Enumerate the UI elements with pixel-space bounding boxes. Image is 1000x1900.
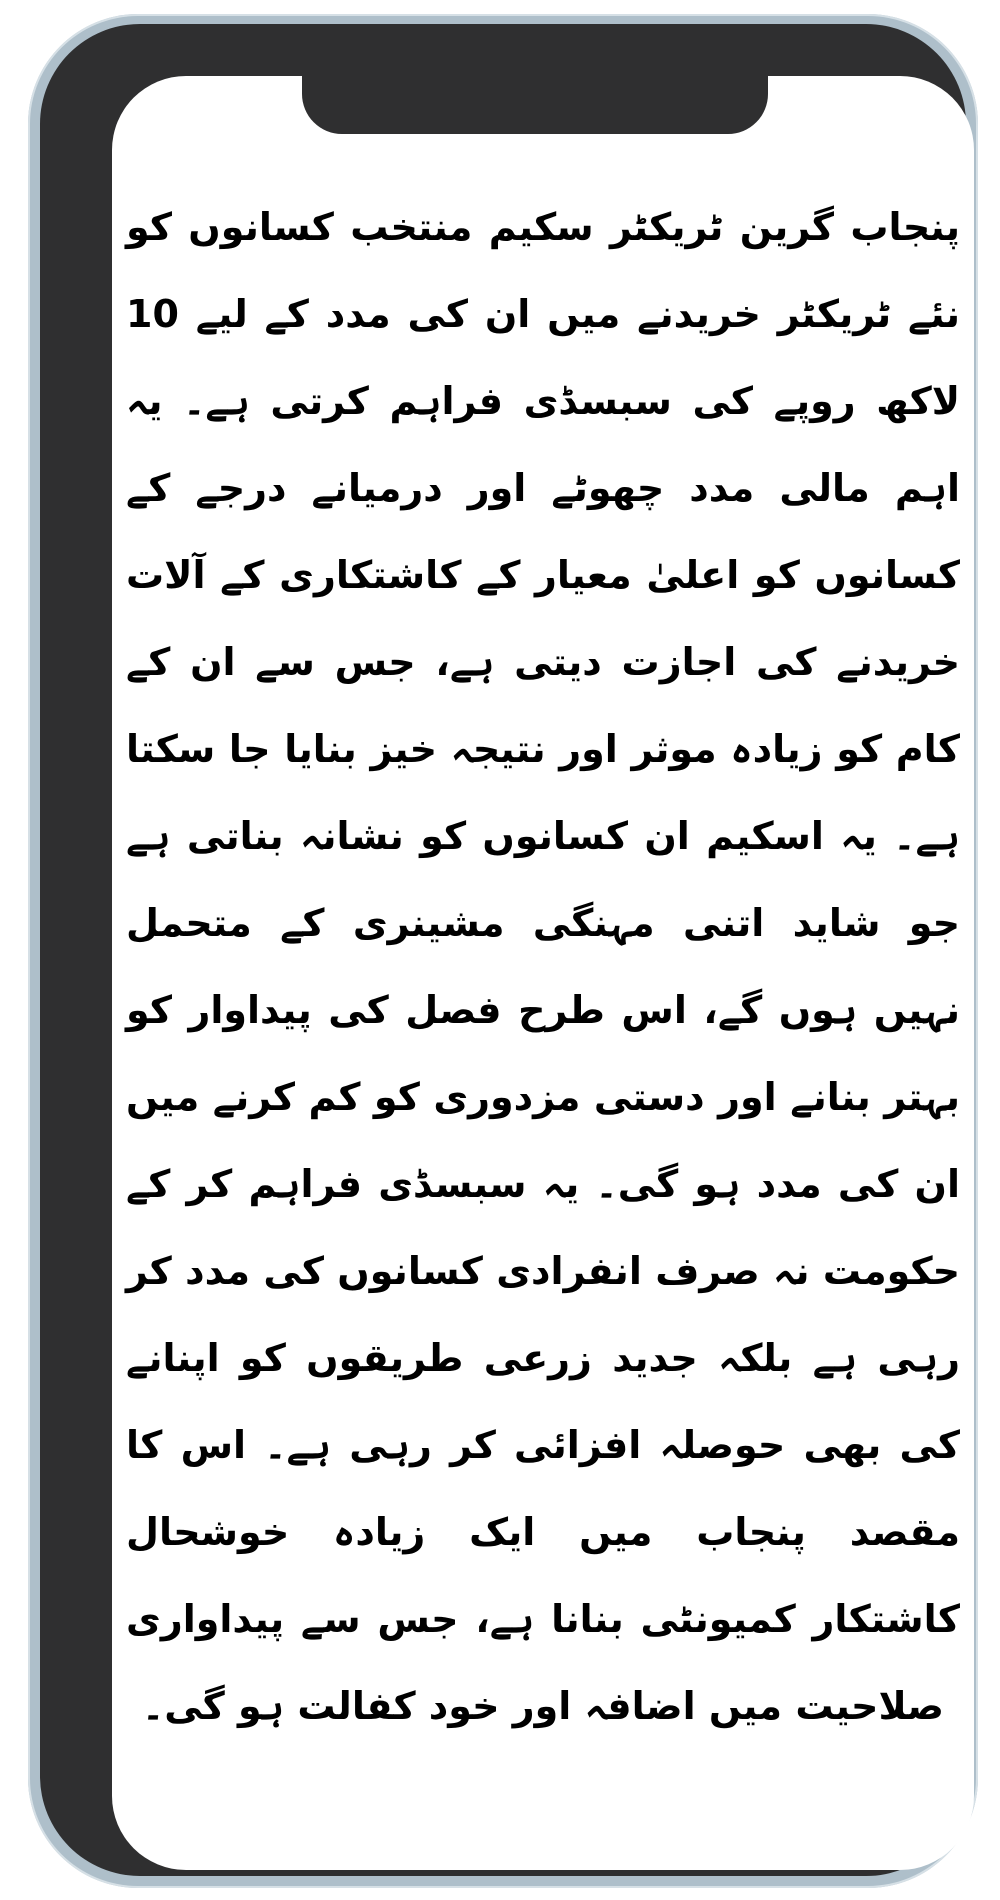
- phone-screen: [112, 76, 974, 1870]
- phone-notch: [302, 50, 768, 134]
- article-text: پنجاب گرین ٹریکٹر سکیم منتخب کسانوں کو نئے ٹریکٹر خریدنے میں ان کی مدد کے لیے 10 لاکھ روپے کی سبسڈی فراہم کرتی ہے۔ یہ اہم مالی مدد چھوٹے اور درمیانے درجے کے کسانوں کو اعلیٰ معیار کے کاشتکاری کے آلات خریدنے کی اجازت دیتی ہے، جس سے ان کے کام کو زیادہ موثر اور نتیجہ خیز بنایا جا سکتا ہے۔ یہ اسکیم ان کسانوں کو نشانہ بناتی ہے جو شاید اتنی مہنگی مشینری کے متحمل نہیں ہوں گے، اس طرح فصل کی پیداوار کو بہتر بنانے اور دستی مزدوری کو کم کرنے میں ان کی مدد ہو گی۔ یہ سبسڈی فراہم کر کے حکومت نہ صرف انفرادی کسانوں کی مدد کر رہی ہے بلکہ جدید زرعی طریقوں کو اپنانے کی بھی حوصلہ افزائی کر رہی ہے۔ اس کا مقصد پنجاب میں ایک زیادہ خوشحال کاشتکار کمیونٹی بنانا ہے، جس سے پیداواری صلاحیت میں اضافہ اور خود کفالت ہو گی۔: [126, 205, 960, 1728]
- phone-frame: [40, 24, 966, 1876]
